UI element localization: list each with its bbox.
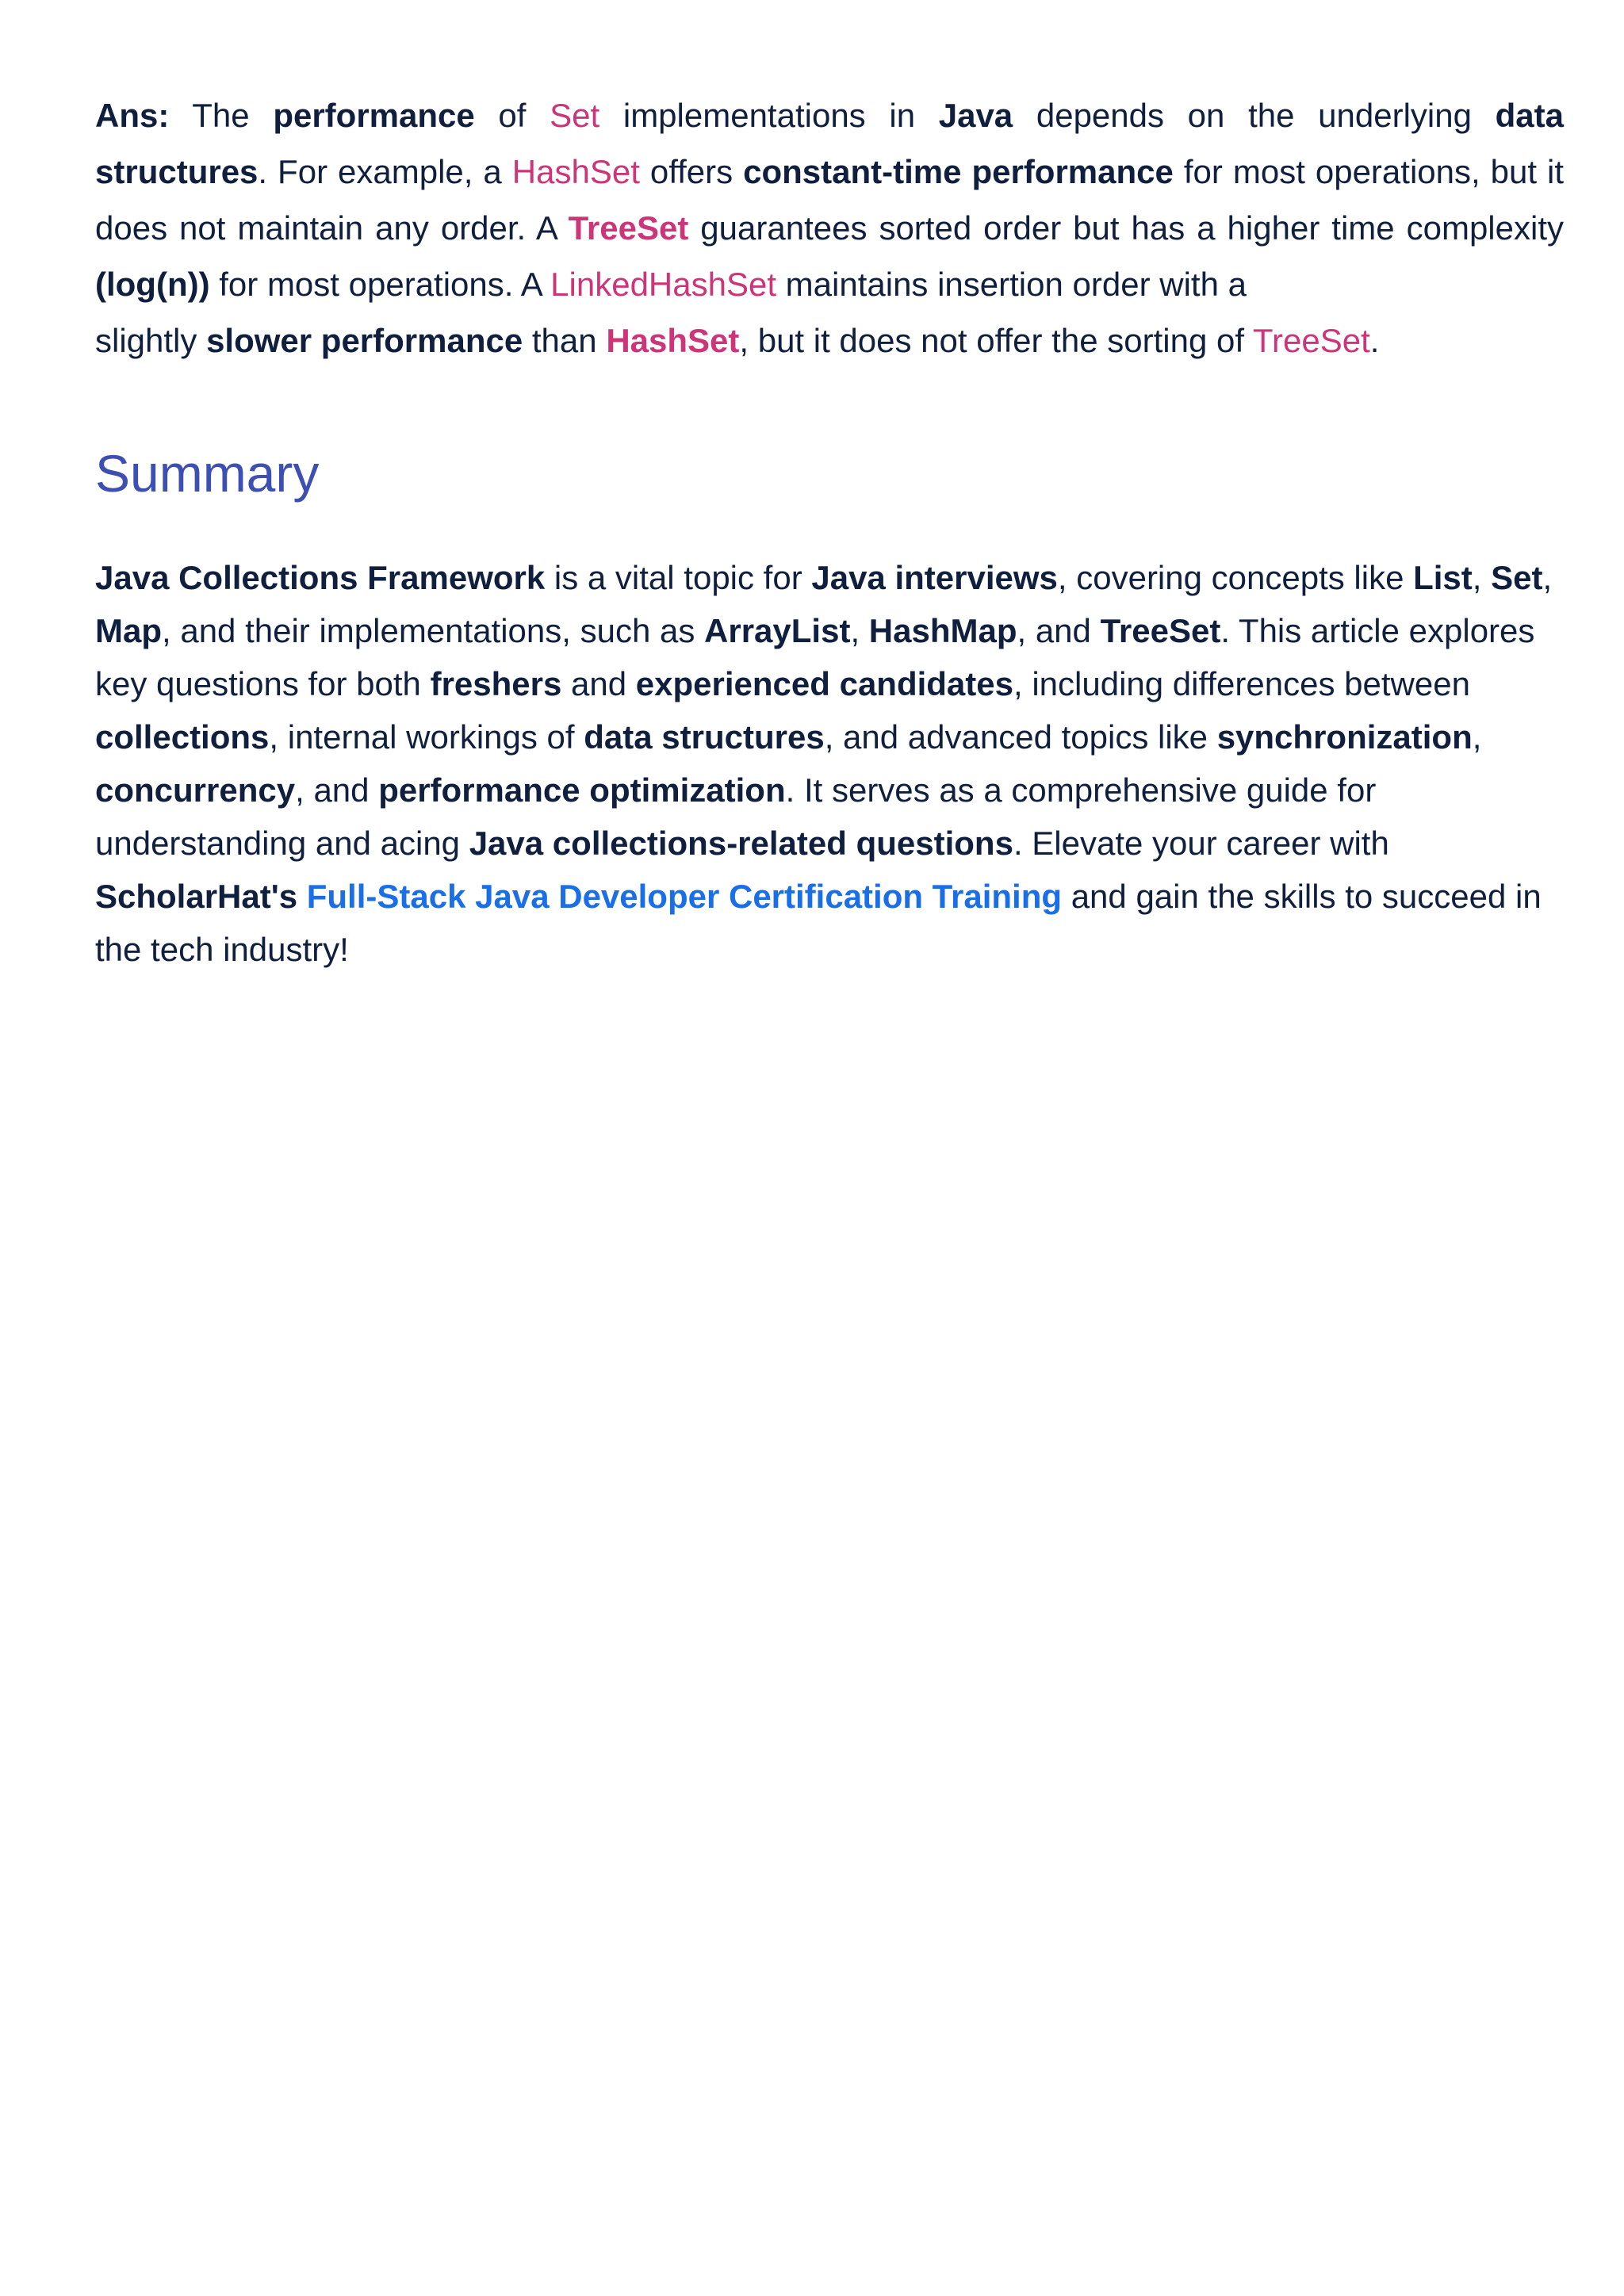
term-data-structures: data structures <box>95 97 1564 190</box>
term-constant-time-performance: constant-time performance <box>743 153 1174 190</box>
term-treeset: TreeSet <box>1100 612 1221 649</box>
answer-text: than <box>523 322 607 359</box>
answer-text: implementations in <box>599 97 939 134</box>
summary-text: . This article explores key questions for both <box>95 612 1535 702</box>
summary-text: , internal workings of <box>269 718 584 756</box>
term-freshers: freshers <box>430 665 562 702</box>
term-arraylist: ArrayList <box>704 612 851 649</box>
answer-text: of <box>474 97 550 134</box>
term-collections: collections <box>95 718 270 756</box>
term-concurrency: concurrency <box>95 771 296 809</box>
summary-text: . It serves as a comprehensive guide for understanding and acing <box>95 771 1377 862</box>
term-hashset-bold: HashSet <box>606 322 740 359</box>
answer-last-line <box>95 312 1564 369</box>
summary-text: , including differences between <box>1013 665 1470 702</box>
summary-text: . Elevate your career with <box>1013 825 1389 862</box>
answer-text: maintains insertion order with a <box>776 266 1247 303</box>
term-performance-optimization: performance optimization <box>378 771 786 809</box>
answer-text: for most operations, but it does not maintain any order. A <box>95 153 1565 247</box>
term-performance: performance <box>273 97 475 134</box>
document-page <box>95 87 1564 976</box>
term-java-collections-questions: Java collections-related questions <box>469 825 1013 862</box>
summary-text: , <box>1542 559 1553 596</box>
term-java: Java <box>938 97 1013 134</box>
summary-text <box>297 878 307 915</box>
summary-text: , and <box>295 771 379 809</box>
term-treeset-last: TreeSet <box>1252 322 1370 359</box>
term-map: Map <box>95 612 162 649</box>
term-scholarhat: ScholarHat's <box>95 878 298 915</box>
summary-text: , covering concepts like <box>1057 559 1414 596</box>
answer-text: guarantees sorted order but has a higher time complexity <box>688 209 1564 247</box>
summary-text: , <box>1472 718 1482 756</box>
answer-text: for most operations. A <box>209 266 551 303</box>
term-log-n: (log(n)) <box>95 266 210 303</box>
summary-text: , and their implementations, such as <box>162 612 705 649</box>
summary-heading: Summary <box>95 444 320 503</box>
term-data-structures: data structures <box>584 718 825 756</box>
answer-text: . <box>1369 322 1380 359</box>
term-synchronization: synchronization <box>1216 718 1473 756</box>
term-hashset: HashSet <box>511 153 640 190</box>
answer-text: The <box>169 97 274 134</box>
term-linkedhashset: LinkedHashSet <box>550 266 777 303</box>
summary-text: , and advanced topics like <box>824 718 1217 756</box>
training-link[interactable]: Full-Stack Java Developer Certification Training <box>306 878 1063 915</box>
summary-text: , and <box>1017 612 1101 649</box>
term-java-collections-framework: Java Collections Framework <box>95 559 546 596</box>
answer-text: depends on the underlying <box>1013 97 1496 134</box>
term-slower-performance: slower performance <box>206 322 523 359</box>
term-set: Set <box>550 97 600 134</box>
summary-text: , <box>850 612 869 649</box>
summary-text: and <box>561 665 636 702</box>
answer-label: Ans: <box>95 97 170 134</box>
term-hashmap: HashMap <box>868 612 1017 649</box>
answer-text: . For example, a <box>258 153 512 190</box>
answer-text: offers <box>639 153 744 190</box>
term-java-interviews: Java interviews <box>811 559 1058 596</box>
answer-text: slightly <box>95 322 207 359</box>
summary-text: is a vital topic for <box>545 559 812 596</box>
term-treeset: TreeSet <box>568 209 689 247</box>
term-set: Set <box>1491 559 1543 596</box>
term-list: List <box>1413 559 1473 596</box>
term-experienced-candidates: experienced candidates <box>635 665 1013 702</box>
summary-text: , <box>1472 559 1492 596</box>
summary-paragraph <box>95 551 1564 976</box>
answer-text: , but it does not offer the sorting of <box>739 322 1253 359</box>
summary-text: and gain the skills to succeed in the tech industry! <box>95 878 1542 968</box>
answer-paragraph <box>95 87 1564 369</box>
